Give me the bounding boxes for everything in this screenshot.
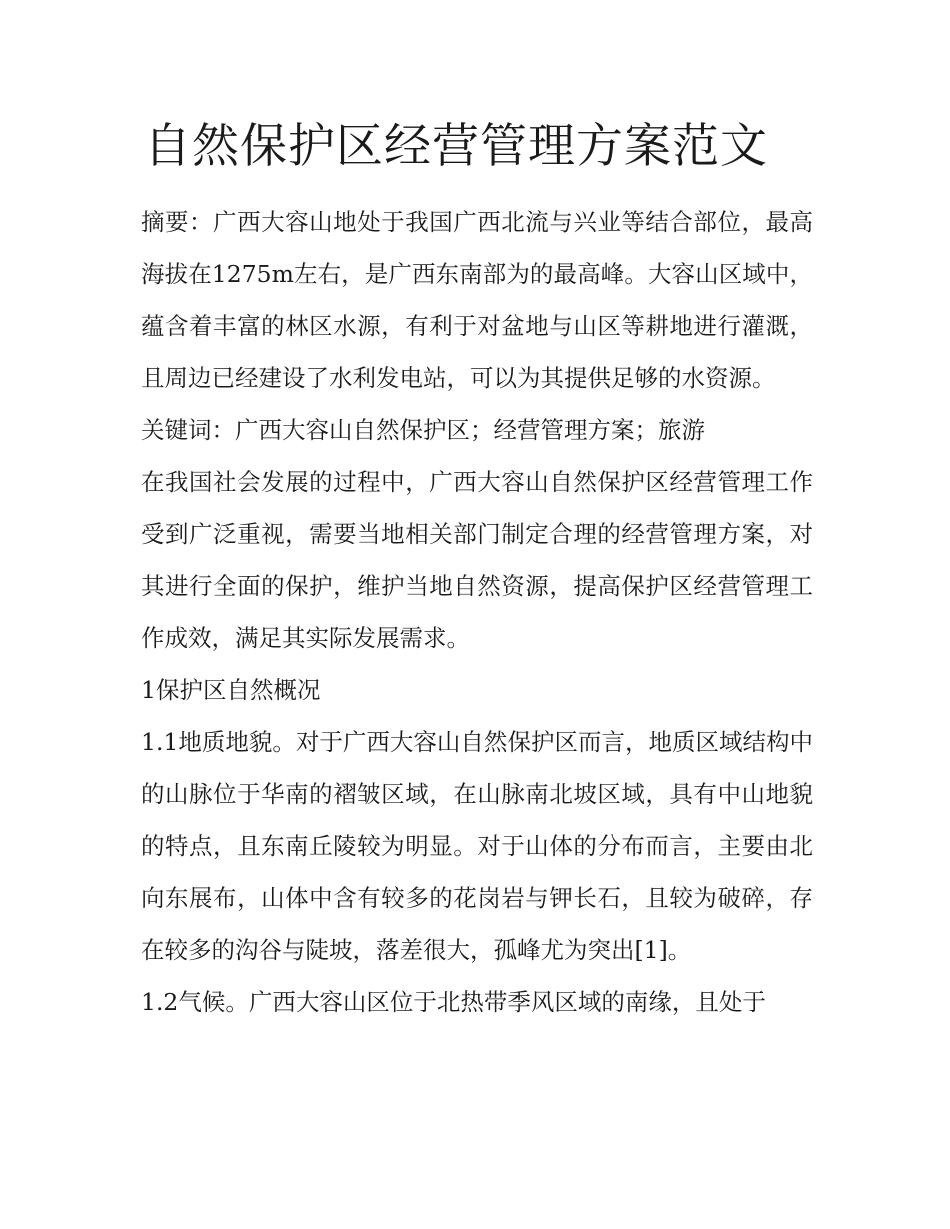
document-title: 自然保护区经营管理方案范文: [144, 119, 768, 174]
section-heading: 1保护区自然概况: [141, 676, 321, 704]
abstract-paragraph: 摘要：广西大容山地处于我国广西北流与兴业等结合部位，最高海拔在1275m左右，是广西东南部为的最高峰。大容山区域中，蕴含着丰富的林区水源，有利于对盆地与山区等耕地进行灌溉，且周边已经建设了水利发电站，可以为其提供足够的水资源。: [141, 208, 813, 392]
section-1-1-paragraph: 1.1地质地貌。对于广西大容山自然保护区而言，地质区域结构中的山脉位于华南的褶皱区域，在山脉南北坡区域，具有中山地貌的特点，且东南丘陵较为明显。对于山体的分布而言，主要由北向东展布，山体中含有较多的花岗岩与钾长石，且较为破碎，存在较多的沟谷与陡坡，落差很大，孤峰尤为突出[1]。: [141, 728, 813, 964]
keywords-paragraph: 关键词：广西大容山自然保护区；经营管理方案；旅游: [141, 416, 705, 444]
document-body: [141, 196, 813, 1028]
intro-paragraph: 在我国社会发展的过程中，广西大容山自然保护区经营管理工作受到广泛重视，需要当地相关部门制定合理的经营管理方案，对其进行全面的保护，维护当地自然资源，提高保护区经营管理工作成效，满足其实际发展需求。: [141, 468, 813, 652]
section-1-2-paragraph: 1.2气候。广西大容山区位于北热带季风区域的南缘，且处于: [141, 988, 766, 1016]
